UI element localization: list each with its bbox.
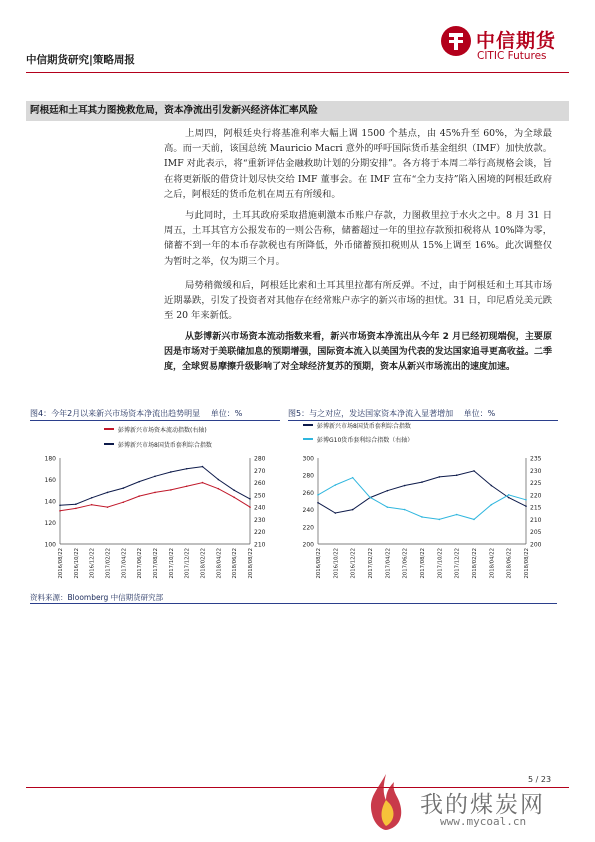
figure-4-legend-swatch-left	[104, 443, 114, 445]
fig5-x-tick: 2017/02/22	[368, 548, 374, 579]
fig4-x-tick: 2018/04/22	[216, 548, 223, 579]
fig5-series-1-point	[369, 497, 371, 499]
fig4-series-1-point	[59, 505, 61, 507]
fig5-x-tick: 2018/04/22	[489, 548, 496, 579]
figure-4-legend-swatch-right	[104, 428, 114, 430]
fig5-series-1-point	[525, 499, 527, 501]
fig5-right-tick: 220	[530, 492, 542, 500]
logo-brand-en: CITIC Futures	[477, 50, 547, 62]
fig4-series-1-point	[154, 475, 156, 477]
fig5-series-1-point	[508, 494, 510, 496]
fig4-left-tick: 140	[44, 498, 56, 506]
fig4-series-0-point	[154, 492, 156, 494]
fig5-left-tick: 220	[302, 524, 314, 532]
fig4-series-1-point	[186, 468, 188, 470]
fig4-right-tick: 240	[254, 504, 266, 512]
fig5-series-1-point	[352, 477, 354, 479]
figure-5-legend-left: 彭博新兴市场8国货币套利综合指数	[317, 423, 411, 430]
fig4-right-tick: 270	[254, 467, 266, 475]
fig4-right-tick: 230	[254, 516, 266, 524]
watermark-site-name: 我的煤炭网	[420, 792, 545, 818]
fig5-series-1-point	[404, 509, 406, 511]
figure-4-rule	[30, 420, 280, 421]
paragraph-capital-flow: 从彭博新兴市场资本流动指数来看，新兴市场资本净流出从今年 2 月已经初现端倪，主要原因是市场对于美联储加息的预期增强，国际资本流入以美国为代表的发达国家追寻更高收益。二季度，全球贸易摩擦升级影响了对全球经济复苏的预期，资本从新兴市场流出的速度加速。	[164, 332, 552, 373]
fig5-series-0-point	[387, 490, 389, 492]
fig5-series-0-point	[508, 497, 510, 499]
fig5-series-0-point	[439, 476, 441, 478]
fig4-right-tick: 210	[254, 541, 266, 549]
fig4-x-tick: 2017/02/22	[105, 548, 112, 579]
fig5-series-1-point	[439, 519, 441, 521]
fig4-series-0-point	[138, 495, 140, 497]
watermark-url: www.mycoal.cn	[440, 815, 527, 828]
fig4-series-1-point	[218, 479, 220, 481]
paragraph-market-reaction: 局势稍微缓和后，阿根廷比索和土耳其里拉都有所反弹。不过，由于阿根廷和土耳其市场近期暴跌，引发了投资者对其他存在经常账户赤字的新兴市场的担忧。31 日，印尼盾兑美元跌至 20 年来新低。	[164, 280, 552, 322]
figure-4-caption: 图4：今年2月以来新兴市场资本净流出趋势明显	[30, 409, 201, 418]
fig4-series-0-line	[60, 483, 250, 511]
fig5-series-1-point	[473, 519, 475, 521]
figure-4-unit: 单位：%	[210, 409, 243, 418]
fig5-x-tick: 2018/06/22	[506, 548, 513, 579]
fig4-series-1-line	[60, 467, 250, 506]
fig5-series-0-point	[473, 470, 475, 472]
fig4-x-tick: 2016/10/22	[73, 548, 80, 579]
fig5-series-1-line	[318, 478, 526, 520]
fig5-series-1-point	[317, 494, 319, 496]
fig4-x-tick: 2017/12/22	[184, 548, 191, 579]
figure-4-chart	[30, 452, 280, 596]
fig5-series-0-point	[352, 509, 354, 511]
figure-4-legend-left: 彭博新兴市场8国货币套利综合指数	[118, 442, 212, 449]
fig5-series-0-point	[491, 485, 493, 487]
fig4-series-1-point	[202, 466, 204, 468]
figure-4-title	[30, 408, 242, 419]
fig5-left-tick: 200	[302, 541, 314, 549]
fig4-series-1-point	[75, 503, 77, 505]
figure-bottom-rule	[30, 603, 557, 604]
figure-source: 资料来源：Bloomberg 中信期货研究部	[30, 593, 164, 602]
fig5-series-1-point	[387, 506, 389, 508]
fig5-x-tick: 2017/12/22	[454, 548, 461, 579]
figure-5-caption: 图5：与之对应，发达国家资本净流入显著增加	[288, 409, 454, 418]
fig4-series-0-point	[249, 506, 251, 508]
fig5-series-1-point	[491, 504, 493, 506]
fig4-left-tick: 100	[44, 541, 56, 549]
figure-5-legend-right: 彭博G10货币套利综合指数（右轴）	[317, 437, 414, 444]
fig5-x-tick: 2018/02/22	[472, 548, 478, 579]
fig4-series-1-point	[91, 497, 93, 499]
fig5-series-0-point	[456, 474, 458, 476]
fig5-left-tick: 280	[302, 472, 314, 480]
page-number: 5 / 23	[528, 775, 552, 784]
fig4-x-tick: 2016/08/22	[58, 548, 64, 579]
fig4-x-tick: 2018/06/22	[232, 548, 239, 579]
figure-5-unit: 单位：%	[463, 409, 496, 418]
fig4-series-1-point	[170, 471, 172, 473]
fig4-x-tick: 2018/02/22	[200, 548, 207, 579]
paragraph-argentina: 上周四，阿根廷央行将基准利率大幅上调 1500 个基点，由 45%升至 60%，为全球最高。而一天前，该国总统 Mauricio Macri 意外的呼吁国际货币基金组织（IMF）加快放款。IMF 对此表示，将“重新评估金融救助计划的分期安排”。各方将于本周二举行高规格会谈，旨在将更新版的借贷计划尽快交给 IMF 董事会。在 IMF 宣布“全力支持”陷入困境的阿根廷政府之后，阿根廷的货币危机在周五有所缓和。	[164, 128, 552, 200]
fig4-series-1-point	[138, 481, 140, 483]
fig5-series-1-point	[456, 514, 458, 516]
figure-5-chart	[288, 452, 556, 596]
fig5-x-tick: 2016/12/22	[350, 548, 357, 579]
fig4-series-0-point	[123, 501, 125, 503]
fig4-series-0-point	[91, 504, 93, 506]
figure-4-svg	[30, 452, 280, 592]
fig5-left-tick: 300	[302, 455, 314, 463]
figure-5-title	[288, 408, 495, 419]
fig5-series-0-point	[421, 481, 423, 483]
fig4-series-1-point	[123, 487, 125, 489]
fig5-series-0-point	[335, 512, 337, 514]
fig5-x-tick: 2017/04/22	[385, 548, 392, 579]
fig5-x-tick: 2018/08/22	[524, 548, 530, 579]
fig4-series-0-point	[59, 510, 61, 512]
section-heading: 阿根廷和土耳其力图挽救危局，资本净流出引发新兴经济体汇率风险	[26, 101, 569, 121]
fig5-x-tick: 2017/10/22	[437, 548, 444, 579]
fig4-series-1-point	[107, 492, 109, 494]
fig4-x-tick: 2017/06/22	[137, 548, 144, 579]
fig4-x-tick: 2017/08/22	[153, 548, 159, 579]
fig5-x-tick: 2017/06/22	[402, 548, 409, 579]
fig4-series-1-point	[233, 489, 235, 491]
fig4-right-tick: 280	[254, 455, 266, 463]
fig4-series-0-point	[75, 508, 77, 510]
fig5-series-1-point	[335, 484, 337, 486]
header-divider	[26, 72, 569, 73]
fig5-right-tick: 215	[530, 504, 542, 512]
fig4-left-tick: 120	[44, 520, 56, 527]
fig5-left-tick: 260	[302, 489, 314, 497]
fig5-x-tick: 2016/10/22	[333, 548, 340, 579]
fig4-right-tick: 260	[254, 480, 266, 488]
fig4-series-0-point	[202, 482, 204, 484]
fig5-series-0-point	[525, 505, 527, 507]
fig4-x-tick: 2016/12/22	[89, 548, 96, 579]
fig4-series-0-point	[107, 506, 109, 508]
flame-logo-icon	[350, 770, 422, 834]
fig4-x-tick: 2017/04/22	[121, 548, 128, 579]
fig4-x-tick: 2018/08/22	[248, 548, 254, 579]
paragraph-turkey: 与此同时，土耳其政府采取措施刺激本币账户存款，力图救里拉于水火之中。8 月 31 日周五，土耳其官方公报发布的一则公告称，储蓄超过一年的里拉存款预扣税将从 10%降为零，储蓄不到一年的本币存款税也有所降低，外币储蓄预扣税则从 15%上调至 16%。此次调整仅为暂时之举，仅为期三个月。	[164, 210, 552, 267]
fig5-x-tick: 2017/08/22	[420, 548, 426, 579]
fig5-right-tick: 230	[530, 467, 542, 475]
fig5-x-tick: 2016/08/22	[316, 548, 322, 579]
figure-4-legend-right: 彭博新兴市场资本流动指数(右轴)	[118, 427, 207, 434]
figure-5-legend-swatch-right	[303, 438, 313, 440]
fig5-left-tick: 240	[302, 507, 314, 515]
fig4-series-0-point	[233, 497, 235, 499]
fig5-right-tick: 210	[530, 516, 542, 524]
fig4-series-0-point	[218, 488, 220, 490]
fig4-series-0-point	[186, 485, 188, 487]
fig5-right-tick: 235	[530, 455, 542, 463]
fig5-series-0-point	[317, 502, 319, 504]
fig5-series-0-line	[318, 471, 526, 513]
fig5-right-tick: 205	[530, 529, 542, 537]
figure-5-legend-swatch-left	[303, 424, 313, 426]
fig5-right-tick: 225	[530, 480, 542, 488]
fig5-right-tick: 200	[530, 541, 542, 549]
fig4-right-tick: 220	[254, 529, 266, 537]
fig5-series-0-point	[404, 485, 406, 487]
fig4-series-1-point	[249, 498, 251, 500]
report-header-title: 中信期货研究|策略周报	[26, 54, 135, 66]
fig4-series-0-point	[170, 489, 172, 491]
figure-5-svg	[288, 452, 556, 592]
fig4-right-tick: 250	[254, 492, 266, 500]
logo-brand-cn: 中信期货	[476, 30, 557, 52]
fig4-x-tick: 2017/10/22	[168, 548, 175, 579]
fig4-left-tick: 180	[44, 455, 56, 463]
fig5-series-1-point	[421, 516, 423, 518]
fig4-left-tick: 160	[44, 477, 56, 484]
